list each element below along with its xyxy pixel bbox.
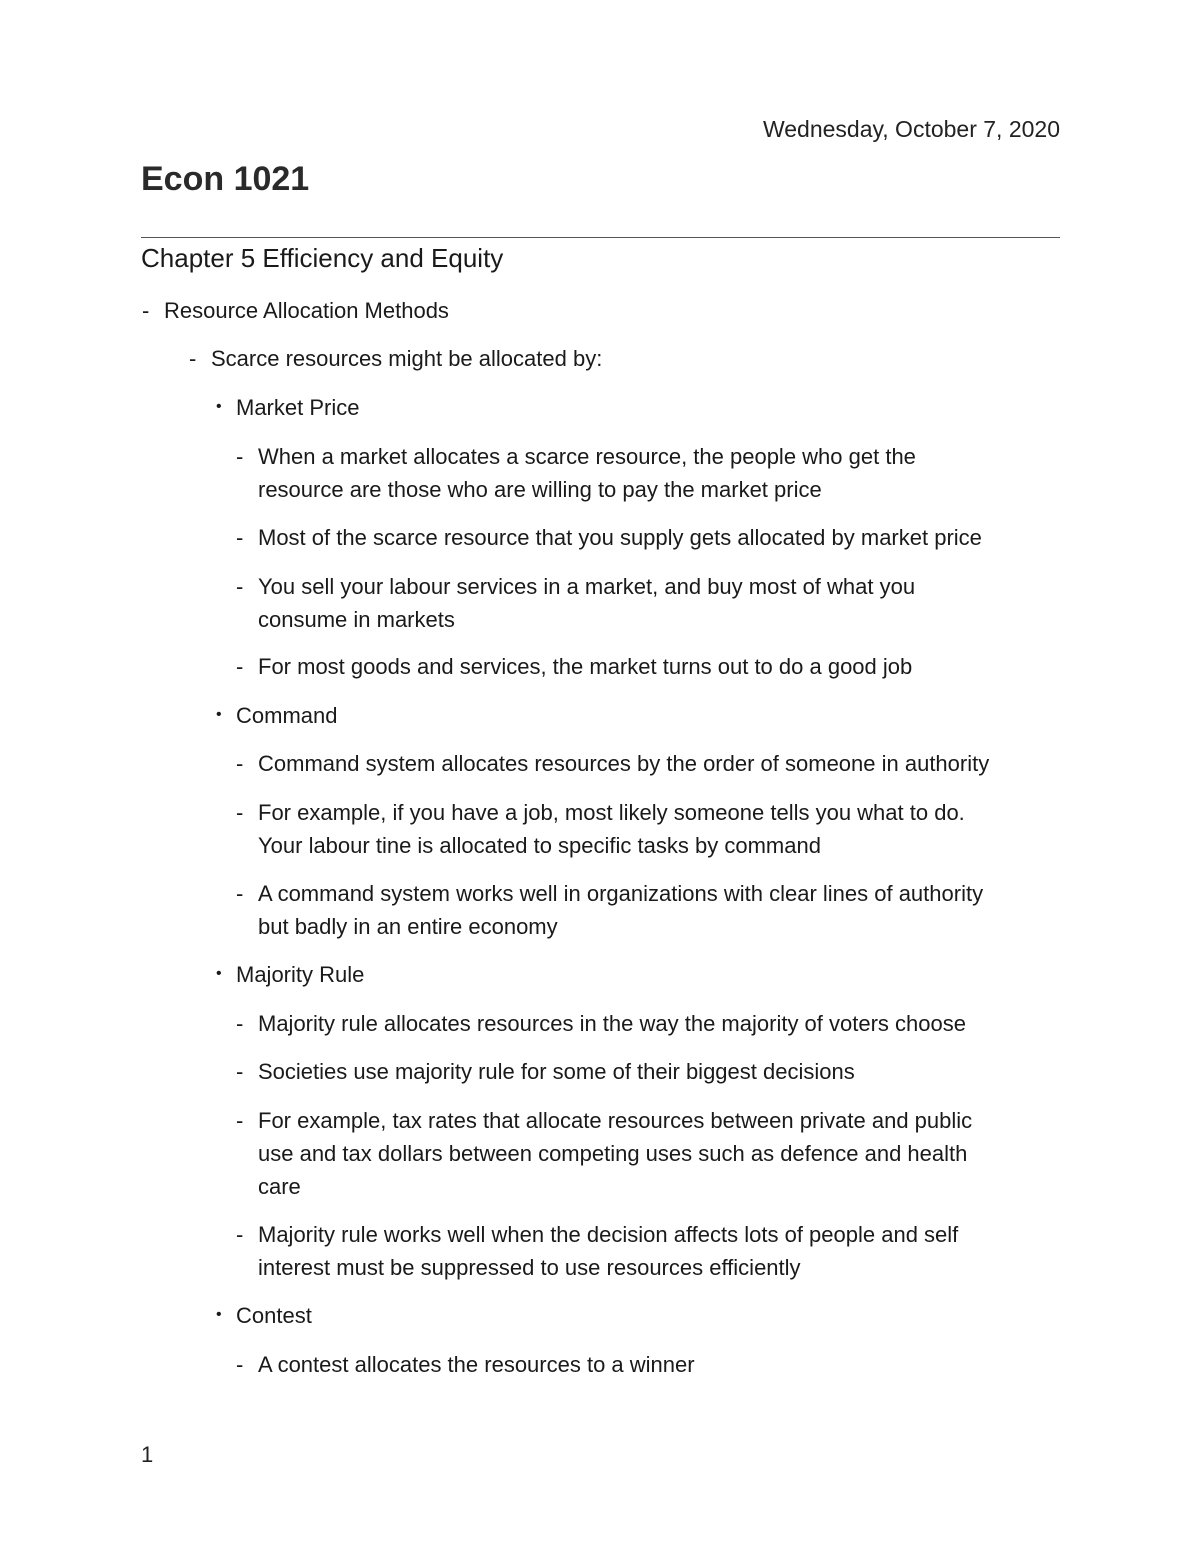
method-heading-contest xyxy=(216,1299,312,1332)
method-label: Majority Rule xyxy=(236,962,365,987)
method-heading-market-price xyxy=(216,391,360,424)
point-line: interest must be suppressed to use resources efficiently xyxy=(258,1255,801,1280)
point-line: resource are those who are willing to pay the market price xyxy=(258,477,822,502)
list-item xyxy=(236,1007,966,1040)
list-item xyxy=(236,570,916,636)
title-divider xyxy=(141,237,1060,238)
method-heading-command xyxy=(216,699,338,732)
point-line: but badly in an entire economy xyxy=(258,914,558,939)
dash-marker: - xyxy=(236,1352,244,1377)
point-line: Command system allocates resources by the order of someone in authority xyxy=(258,751,990,776)
point-line: A contest allocates the resources to a winner xyxy=(258,1352,695,1377)
dash-marker: - xyxy=(236,654,244,679)
dash-marker: - xyxy=(236,881,244,906)
page-number: 1 xyxy=(141,1442,154,1467)
method-label: Contest xyxy=(236,1303,312,1328)
point-line: Most of the scarce resource that you supply gets allocated by market price xyxy=(258,525,982,550)
method-heading-majority-rule xyxy=(216,958,365,991)
bullet-marker: • xyxy=(216,706,222,723)
list-item xyxy=(236,1104,973,1203)
bullet-marker: • xyxy=(216,398,222,415)
dash-marker: - xyxy=(236,751,244,776)
point-line: For example, tax rates that allocate resources between private and public xyxy=(258,1108,973,1133)
course-title: Econ 1021 xyxy=(141,160,310,198)
list-item xyxy=(236,1218,959,1284)
dash-marker: - xyxy=(236,574,244,599)
list-item xyxy=(236,440,916,506)
dash-marker: - xyxy=(236,525,244,550)
dash-marker: - xyxy=(189,346,197,371)
point-line: Your labour tine is allocated to specific tasks by command xyxy=(258,833,821,858)
dash-marker: - xyxy=(236,444,244,469)
point-line: use and tax dollars between competing uses such as defence and health xyxy=(258,1141,968,1166)
outline-section xyxy=(142,294,449,327)
list-item xyxy=(236,877,984,943)
point-line: When a market allocates a scarce resource, the people who get the xyxy=(258,444,916,469)
point-line: For example, if you have a job, most likely someone tells you what to do. xyxy=(258,800,965,825)
point-line: You sell your labour services in a market, and buy most of what you xyxy=(258,574,916,599)
bullet-marker: • xyxy=(216,1306,222,1323)
point-line: Societies use majority rule for some of their biggest decisions xyxy=(258,1059,855,1084)
dash-marker: - xyxy=(236,1108,244,1133)
list-item xyxy=(236,521,982,554)
point-line: Majority rule allocates resources in the way the majority of voters choose xyxy=(258,1011,966,1036)
point-line: Majority rule works well when the decision affects lots of people and self xyxy=(258,1222,959,1247)
dash-marker: - xyxy=(142,298,150,323)
chapter-heading: Chapter 5 Efficiency and Equity xyxy=(141,243,504,273)
dash-marker: - xyxy=(236,1011,244,1036)
outline-subsection xyxy=(189,342,603,375)
method-label: Command xyxy=(236,703,338,728)
list-item xyxy=(236,796,965,862)
dash-marker: - xyxy=(236,800,244,825)
bullet-marker: • xyxy=(216,965,222,982)
list-item xyxy=(236,1055,855,1088)
method-label: Market Price xyxy=(236,395,360,420)
point-line: For most goods and services, the market turns out to do a good job xyxy=(258,654,913,679)
subsection-label: Scarce resources might be allocated by: xyxy=(211,346,603,371)
dash-marker: - xyxy=(236,1059,244,1084)
document-date: Wednesday, October 7, 2020 xyxy=(762,116,1060,142)
dash-marker: - xyxy=(236,1222,244,1247)
list-item xyxy=(236,650,913,683)
section-label: Resource Allocation Methods xyxy=(164,298,449,323)
list-item xyxy=(236,1348,695,1381)
point-line: care xyxy=(258,1174,301,1199)
point-line: A command system works well in organizations with clear lines of authority xyxy=(258,881,984,906)
list-item xyxy=(236,747,990,780)
point-line: consume in markets xyxy=(258,607,455,632)
